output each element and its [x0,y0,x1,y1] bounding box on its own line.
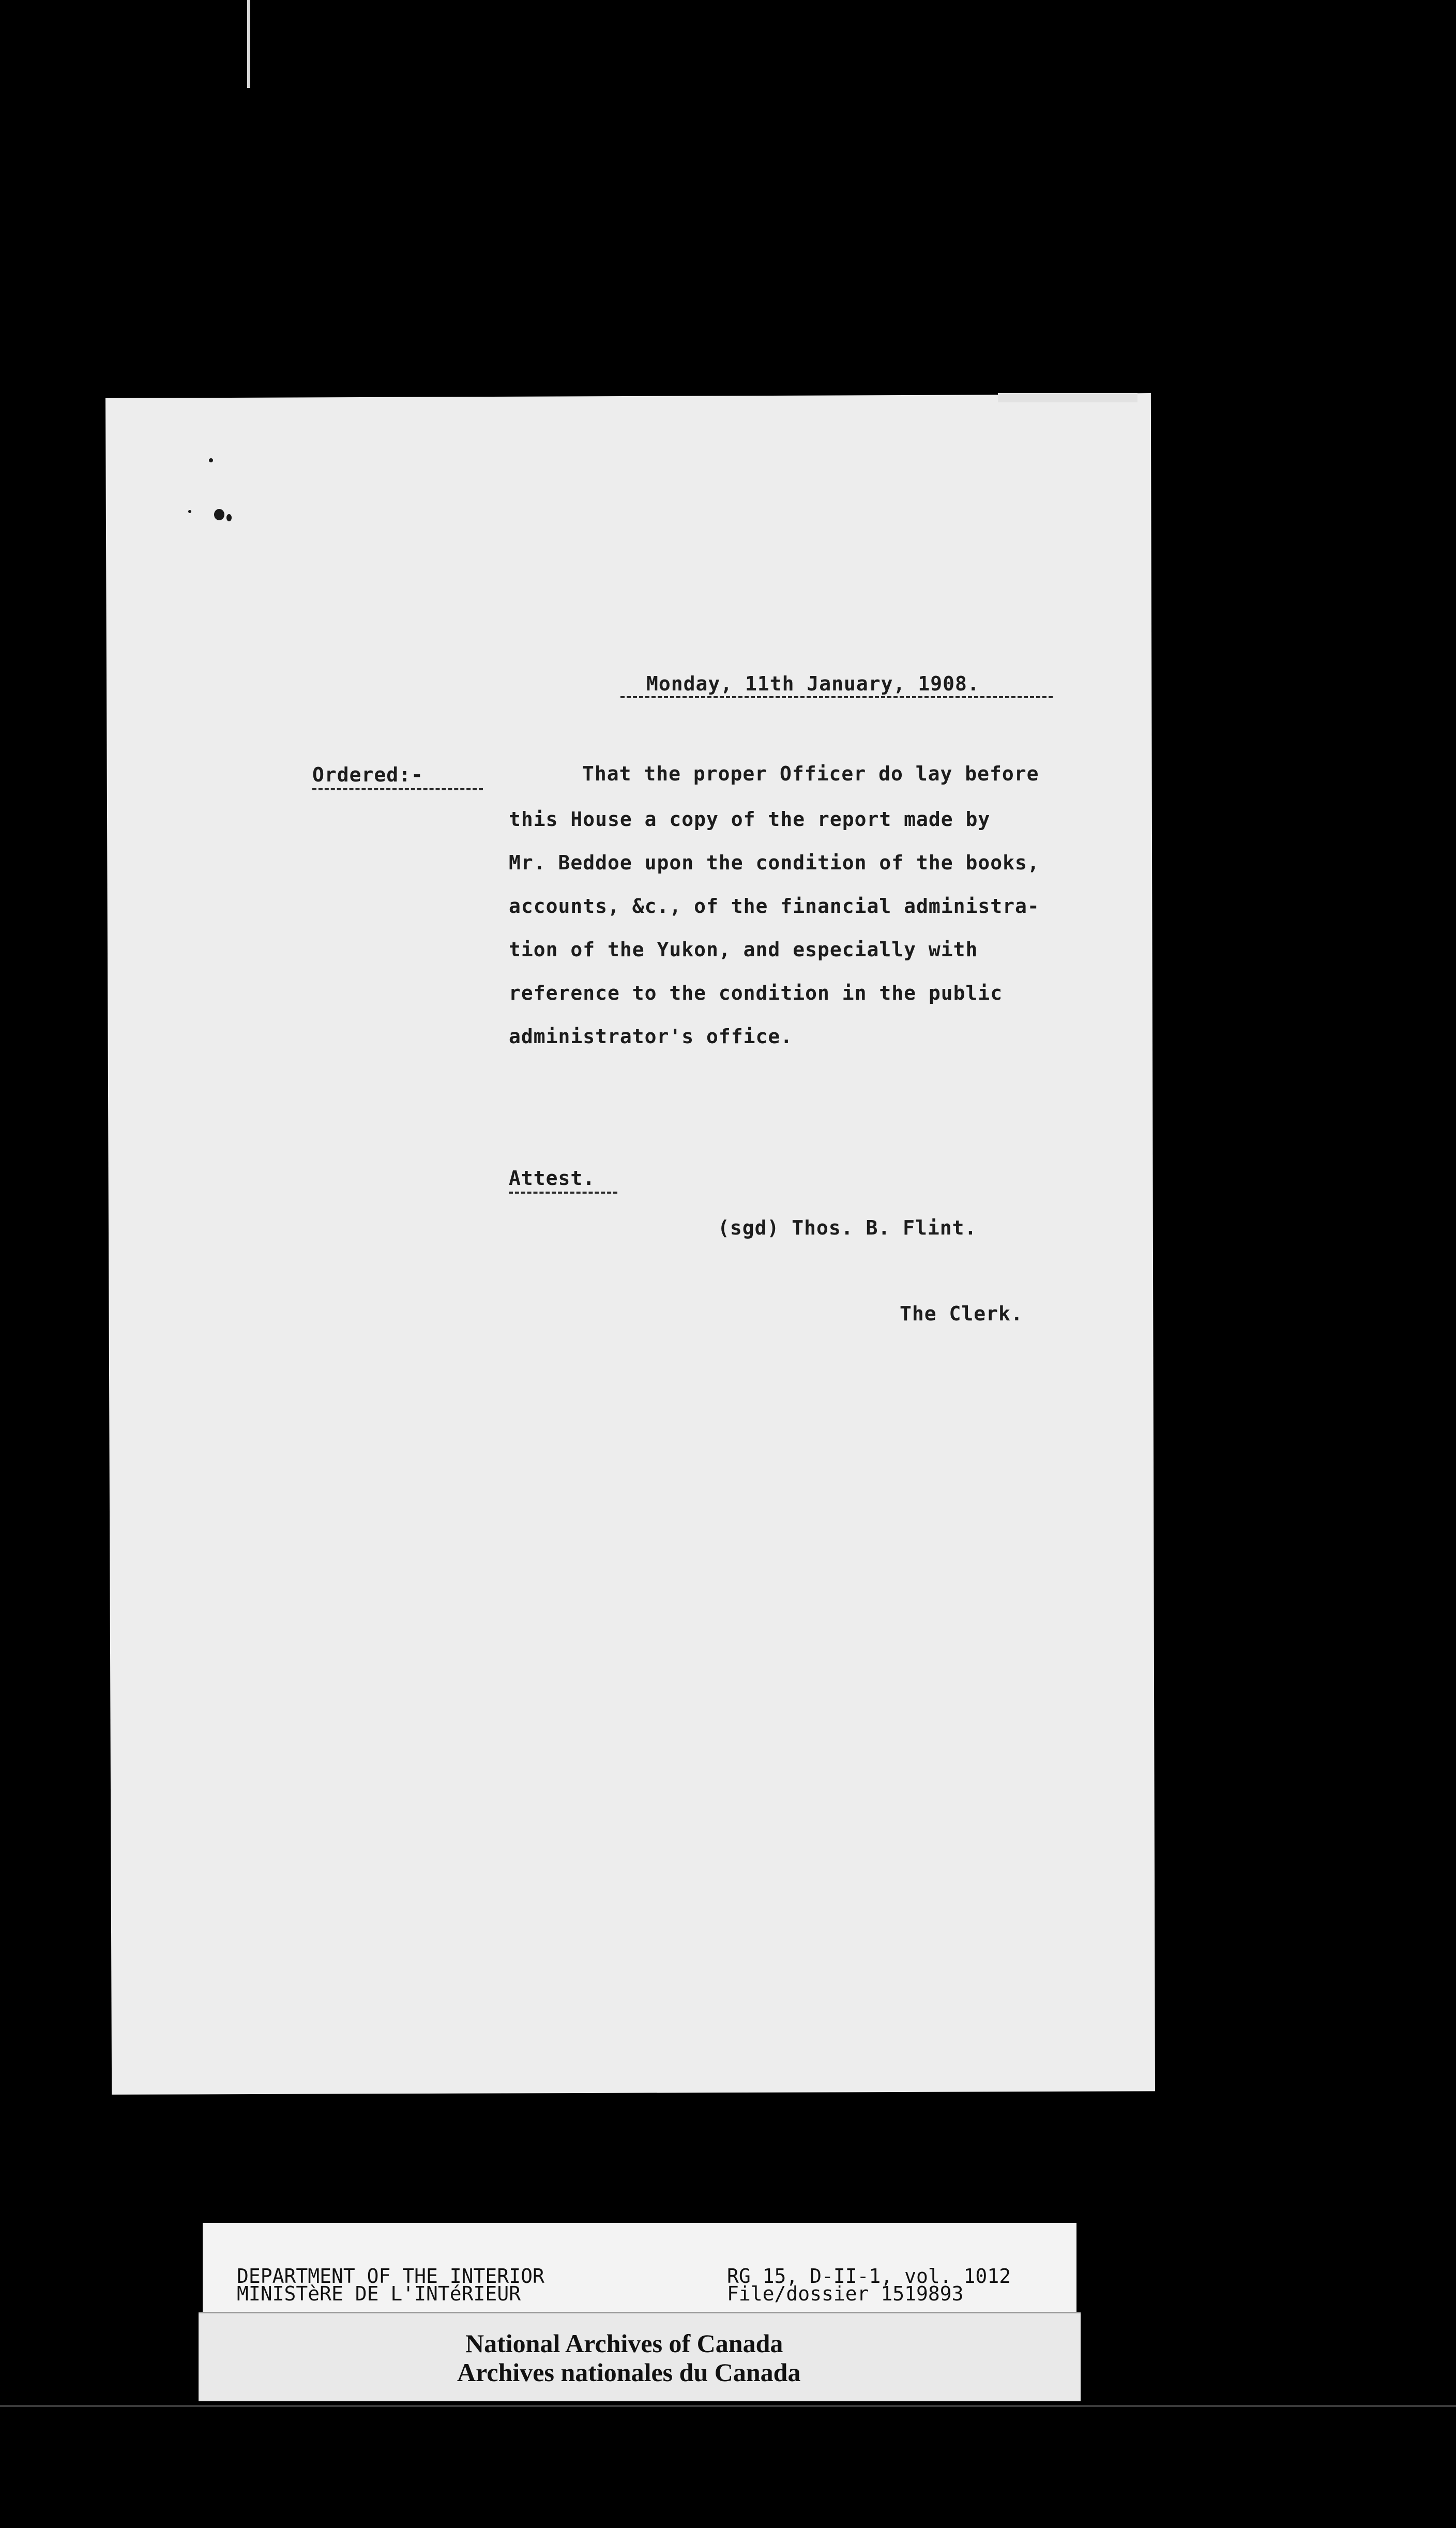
ink-spot [214,509,224,520]
ordered-underline [312,788,483,790]
film-edge-mark [247,0,250,88]
signer-title: The Clerk. [900,1302,1023,1325]
body-line: reference to the condition in the public [509,982,1003,1004]
ordered-label: Ordered:- [312,763,423,786]
date-line: Monday, 11th January, 1908. [646,672,980,695]
film-frame-line [0,2405,1456,2407]
date-underline [620,696,1053,698]
body-line: accounts, &c., of the financial administra- [509,895,1040,917]
institution-english: National Archives of Canada [465,2329,783,2358]
body-line: administrator's office. [509,1025,793,1048]
document-page [105,393,1155,2095]
archive-reference-label [203,2223,1076,2312]
body-line: this House a copy of the report made by [509,808,991,831]
institution-french: Archives nationales du Canada [457,2358,801,2387]
attest-label: Attest. [509,1167,596,1190]
page-torn-edge [998,393,1138,402]
ink-spot [209,458,213,462]
body-line: tion of the Yukon, and especially with [509,938,978,961]
ink-spot [188,510,191,513]
record-group-reference: RG 15, D-II-1, vol. 1012 [727,2265,1011,2288]
department-english: DEPARTMENT OF THE INTERIOR [237,2265,544,2288]
body-line: That the proper Officer do lay before [582,762,1039,785]
ink-spot [226,514,232,521]
department-french: MINISTèRE DE L'INTéRIEUR [237,2282,521,2305]
body-line: Mr. Beddoe upon the condition of the books, [509,851,1040,874]
attest-underline [509,1192,617,1194]
archive-institution-label [199,2312,1081,2401]
signature-line: (sgd) Thos. B. Flint. [718,1216,977,1239]
file-number: File/dossier 1519893 [727,2282,964,2305]
